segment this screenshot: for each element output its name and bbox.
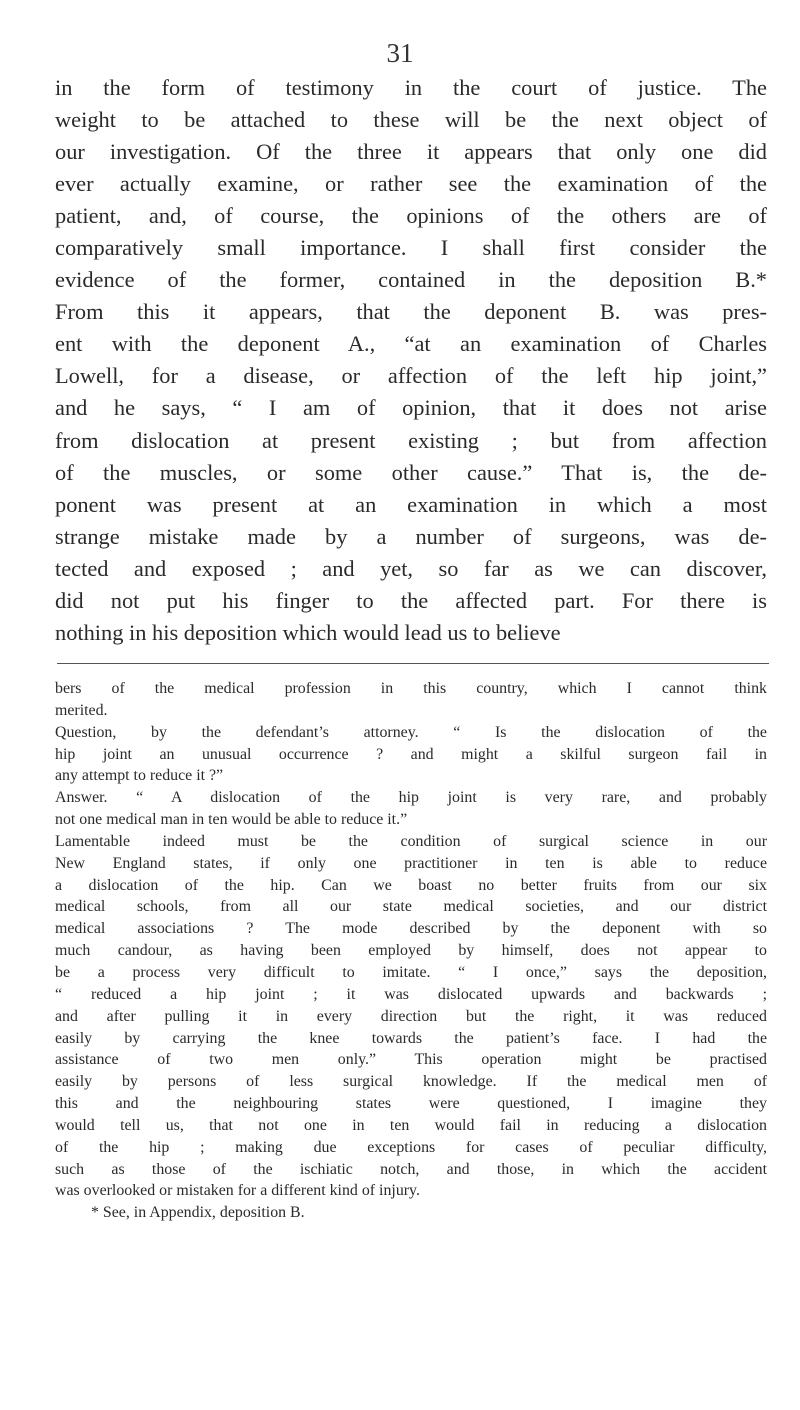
footnote-line: not one medical man in ten would be able to reduce it.” <box>55 811 408 829</box>
body-line: evidence of the former, contained in the deposition B.* <box>55 267 767 293</box>
page-number: 31 <box>386 38 414 68</box>
body-line: from dislocation at present existing ; but from affection <box>55 427 767 453</box>
footnote-line: easily by carrying the knee towards the patient’s face. I had the <box>55 1029 767 1047</box>
footnote-divider <box>57 663 769 664</box>
body-line: ever actually examine, or rather see the examination of the <box>55 171 767 197</box>
body-line: our investigation. Of the three it appears that only one did <box>55 139 767 165</box>
body-line: did not put his finger to the affected part. For there is <box>55 587 767 613</box>
footnote-line: would tell us, that not one in ten would fail in reducing a dislocation <box>55 1116 767 1134</box>
body-text <box>55 72 767 649</box>
footnote-line: bers of the medical profession in this country, which I cannot think <box>55 680 767 697</box>
body-line: ponent was present at an examination in which a most <box>55 491 767 517</box>
body-line: and he says, “ I am of opinion, that it does not arise <box>55 395 767 421</box>
footnote-line: of the hip ; making due exceptions for cases of peculiar difficulty, <box>55 1138 767 1156</box>
footnote-line: be a process very difficult to imitate. “ I once,” says the deposition, <box>55 963 767 981</box>
footnote-line: hip joint an unusual occurrence ? and might a skilful surgeon fail in <box>55 745 767 763</box>
footnote-line: much candour, as having been employed by himself, does not appear to <box>55 942 767 960</box>
body-line: tected and exposed ; and yet, so far as we can discover, <box>55 555 767 581</box>
body-line: in the form of testimony in the court of justice. The <box>55 75 767 100</box>
footnote-line: easily by persons of less surgical knowledge. If the medical men of <box>55 1073 767 1091</box>
footnote-line: merited. <box>55 701 108 719</box>
footnote-line: New England states, if only one practitioner in ten is able to reduce <box>55 854 767 872</box>
footnote-line: assistance of two men only.” This operation might be practised <box>55 1051 767 1069</box>
footnote-line: and after pulling it in every direction but the right, it was reduced <box>55 1007 767 1025</box>
footnote-line: Question, by the defendant’s attorney. “ Is the dislocation of the <box>55 723 767 741</box>
footnote-line: Lamentable indeed must be the condition of surgical science in our <box>55 832 767 850</box>
footnote-line: Answer. “ A dislocation of the hip joint is very rare, and probably <box>55 789 767 807</box>
body-line: Lowell, for a disease, or affection of the left hip joint,” <box>55 363 767 389</box>
footnote-reference: * See, in Appendix, deposition B. <box>91 1204 305 1222</box>
footnote-line: such as those of the ischiatic notch, and those, in which the accident <box>55 1160 767 1178</box>
body-line: patient, and, of course, the opinions of the others are of <box>55 203 767 229</box>
body-line: weight to be attached to these will be the next object of <box>55 107 767 133</box>
footnote-line: medical schools, from all our state medical societies, and our district <box>55 898 767 916</box>
body-line: ent with the deponent A., “at an examination of Charles <box>55 331 767 357</box>
footnote-line: “ reduced a hip joint ; it was dislocated upwards and backwards ; <box>55 985 767 1003</box>
footnote-line: any attempt to reduce it ?” <box>55 767 224 785</box>
body-line: comparatively small importance. I shall first consider the <box>55 235 767 261</box>
body-line: of the muscles, or some other cause.” That is, the de- <box>55 459 767 485</box>
body-line: strange mistake made by a number of surgeons, was de- <box>55 523 767 549</box>
footnote-line: was overlooked or mistaken for a different kind of injury. <box>55 1182 420 1200</box>
body-line: nothing in his deposition which would lead us to believe <box>55 619 561 645</box>
body-line: From this it appears, that the deponent B. was pres- <box>55 299 767 325</box>
footnote-line: a dislocation of the hip. Can we boast no better fruits from our six <box>55 876 767 894</box>
footnote-line: this and the neighbouring states were questioned, I imagine they <box>55 1095 767 1113</box>
footnotes <box>55 678 767 1224</box>
footnote-line: medical associations ? The mode described by the deponent with so <box>55 920 767 938</box>
